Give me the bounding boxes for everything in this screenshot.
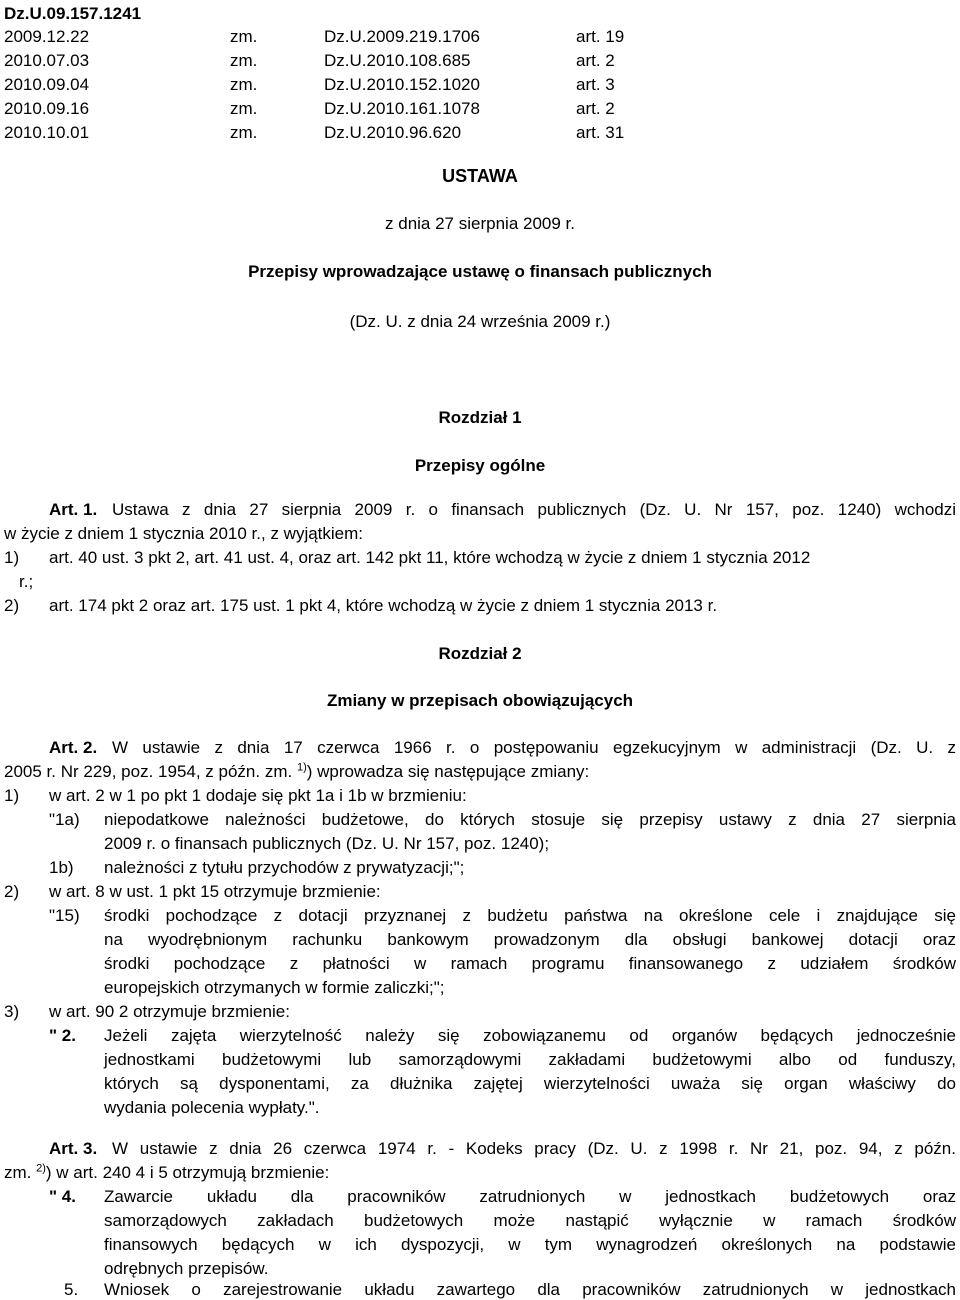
section-text: finansowych będących w ich dyspozycji, w tym wynagrodzeń określonych na podstawie xyxy=(104,1235,956,1254)
point-text: 2009 r. o finansach publicznych (Dz. U. Nr 157, poz. 1240); xyxy=(104,834,550,853)
act-title: Przepisy wprowadzające ustawę o finansach publicznych xyxy=(248,262,712,281)
section-text: których są dysponentami, za dłużnika zajętej wierzytelności uważa się organ właściwy do xyxy=(104,1074,956,1093)
act-date: z dnia 27 sierpnia 2009 r. xyxy=(385,214,575,233)
section-label: 5. xyxy=(64,1280,79,1299)
art-2-line: 2005 r. Nr 229, poz. 1954, z późn. zm. $^{1)}$) wprowadza się następujące zmiany: xyxy=(4,761,590,781)
footnote-ref[interactable]: 2) xyxy=(36,1162,46,1175)
list-number: 1) xyxy=(4,786,20,805)
footnote-ref[interactable]: 1) xyxy=(296,761,307,774)
art-1-line: Ustawa z dnia 27 sierpnia 2009 r. o finansach publicznych (Dz. U. Nr 157, poz. 1240) wchodzi xyxy=(112,500,956,519)
chapter-2-heading: Rozdział 2 xyxy=(438,644,522,663)
art-3-line: zm. $^{2)}$) w art. 240 4 i 5 otrzymują brzmienie: xyxy=(4,1162,330,1182)
chapter-1-heading: Rozdział 1 xyxy=(438,408,522,427)
act-type: USTAWA xyxy=(442,166,518,186)
art-3-label: Art. 3. xyxy=(49,1139,98,1158)
point-text: europejskich otrzymanych w formie zaliczki;"; xyxy=(104,978,445,997)
chapter-1-title: Przepisy ogólne xyxy=(414,456,546,475)
section-label: " 4. xyxy=(49,1187,76,1206)
section-text: samorządowych zakładach budżetowych może nastąpić wyłącznie w ramach środków xyxy=(104,1211,956,1230)
point-label: 1b) xyxy=(49,858,74,877)
section-text: Zawarcie układu dla pracowników zatrudnionych w jednostkach budżetowych oraz xyxy=(104,1187,956,1206)
point-text: środki pochodzące z dotacji przyznanej z budżetu państwa na określone cele i znajdujące się xyxy=(104,906,956,925)
list-number: 2) xyxy=(4,882,20,901)
point-text: niepodatkowe należności budżetowe, do których stosuje się przepisy ustawy z dnia 27 sierpnia xyxy=(104,810,956,829)
section-text: odrębnych przepisów. xyxy=(104,1259,269,1278)
document-page: Dz.U.09.157.1241 2009.12.22 zm. Dz.U.2009.219.1706 art. 19 2010.07.03 zm. Dz.U.2010.108.685 art. 2 2010.09.04 zm. Dz.U.2010.152.1020 art. 3 2010.09.16 zm. Dz.U.2010.161.1078 art. 2 2010.10.01 zm. Dz.U.2010.96.620 art. 31 USTAWA z dnia 27 sierpnia 2009 r. Przepisy wprowadzające ustawę o finansach publicznych (Dz. U. z dnia 24 września 2009 r.) Rozdział 1 Przepisy ogólne Art. 1. Ustawa z dnia 27 sierpnia 2009 r. o finansach publicznych (Dz. U. Nr 157, poz. 1240) wchodzi w życie z dniem 1 stycznia 2010 r., z wyjątkiem: 1) art. 40 ust. 3 pkt 2, art. 41 ust. 4, oraz art. 142 pkt 11, które wchodzą w życie z dniem 1 stycznia 2012 r.; 2) art. 174 pkt 2 oraz art. 175 ust. 1 pkt 4, które wchodzą w życie z dniem 1 stycznia 2013 r. Rozdział 2 Zmiany w przepisach obowiązujących Art. 2. W ustawie z dnia 17 czerwca 1966 r. o postępowaniu egzekucyjnym w administracji (Dz. U. z 2005 r. Nr 229, poz. 1954, z późn. zm. $^{1)}$) wprowadza się następujące zmiany: 1) w art. 2 w 1 po pkt 1 dodaje się pkt 1a i 1b w brzmieniu: "1a) niepodatkowe należności budżetowe, do których stosuje się przepisy ustawy z dnia 27 sierpnia 2009 r. o finansach publicznych (Dz. U. Nr 157, poz. 1240); 1b) należności z tytułu przychodów z prywatyzacji;"; 2) w art. 8 w ust. 1 pkt 15 otrzymuje brzmienie: "15) środki pochodzące z dotacji przyznanej z budżetu państwa na określone cele i znajdujące się na wyodrębnionym rachunku bankowym prowadzonym dla obsługi bankowej dotacji oraz środki pochodzące z płatności w ramach programu finansowanego z udziałem środków europejskich otrzymanych w formie zaliczki;"; 3) w art. 90 2 otrzymuje brzmienie: " 2. Jeżeli zajęta wierzytelność należy się zobowiązanemu od organów będących jednocześnie jednostkami budżetowymi lub samorządowymi zakładami budżetowymi albo od funduszy, których są dysponentami, za dłużnika zajętej wierzytelności uważa się organ właściwy do wydania polecenia wypłaty.". Art. 3. W ustawie z dnia 26 czerwca 1974 r. - Kodeks pracy (Dz. U. z 1998 r. Nr 21, poz. 94, z późn. zm. $^{2)}$) w art. 240 4 i 5 otrzymują brzmienie: " 4. Zawarcie układu dla pracowników zatrudnionych w jednostkach budżetowych oraz samorządowych zakładach budżetowych może nastąpić wyłącznie w ramach środków finansowych będących w ich dyspozycji, w tym wynagrodzeń określonych na podstawie odrębnych przepisów. 5. Wniosek o zarejestrowanie układu zawartego dla pracowników zatrudnionych w jednostkach xyxy=(0,0,960,1300)
list-number: 1) xyxy=(4,548,20,567)
point-label: "15) xyxy=(49,906,80,925)
art-2-label: Art. 2. xyxy=(49,738,98,757)
list-number: 3) xyxy=(4,1002,20,1021)
list-item-text: art. 40 ust. 3 pkt 2, art. 41 ust. 4, oraz art. 142 pkt 11, które wchodzą w życie z dniem 1 stycznia 2012 xyxy=(49,548,811,567)
act-publication: (Dz. U. z dnia 24 września 2009 r.) xyxy=(349,312,611,331)
point-text: środki pochodzące z płatności w ramach programu finansowanego z udziałem środków xyxy=(104,954,956,973)
list-number: 2) xyxy=(4,596,20,615)
section-text: Jeżeli zajęta wierzytelność należy się zobowiązanemu od organów będących jednocześnie xyxy=(104,1026,956,1045)
section-label: " 2. xyxy=(49,1026,76,1045)
point-label: "1a) xyxy=(49,810,80,829)
section-text: Wniosek o zarejestrowanie układu zawartego dla pracowników zatrudnionych w jednostkach xyxy=(104,1280,956,1299)
point-text: na wyodrębnionym rachunku bankowym prowadzonym dla obsługi bankowej dotacji oraz xyxy=(104,930,956,949)
section-text: wydania polecenia wypłaty.". xyxy=(104,1098,320,1117)
art-3-line: W ustawie z dnia 26 czerwca 1974 r. - Kodeks pracy (Dz. U. z 1998 r. Nr 21, poz. 94, z późn. xyxy=(112,1139,956,1158)
art-1-label: Art. 1. xyxy=(49,500,98,519)
list-item-text: r.; xyxy=(19,572,34,591)
point-text: należności z tytułu przychodów z prywatyzacji;"; xyxy=(104,858,465,877)
art-2-line: W ustawie z dnia 17 czerwca 1966 r. o postępowaniu egzekucyjnym w administracji (Dz. U. z xyxy=(112,738,956,757)
list-item-text: w art. 8 w ust. 1 pkt 15 otrzymuje brzmienie: xyxy=(49,882,381,901)
list-item-text: w art. 90 2 otrzymuje brzmienie: xyxy=(49,1002,290,1021)
list-item-text: w art. 2 w 1 po pkt 1 dodaje się pkt 1a i 1b w brzmieniu: xyxy=(49,786,467,805)
list-item-text: art. 174 pkt 2 oraz art. 175 ust. 1 pkt 4, które wchodzą w życie z dniem 1 stycznia 2013 r. xyxy=(49,596,718,615)
history-first-entry: Dz.U.09.157.1241 xyxy=(4,4,142,23)
section-text: jednostkami budżetowymi lub samorządowymi zakładami budżetowymi albo od funduszy, xyxy=(104,1050,956,1069)
art-1-line: w życie z dniem 1 stycznia 2010 r., z wyjątkiem: xyxy=(4,524,364,543)
chapter-2-title: Zmiany w przepisach obowiązujących xyxy=(326,691,634,710)
